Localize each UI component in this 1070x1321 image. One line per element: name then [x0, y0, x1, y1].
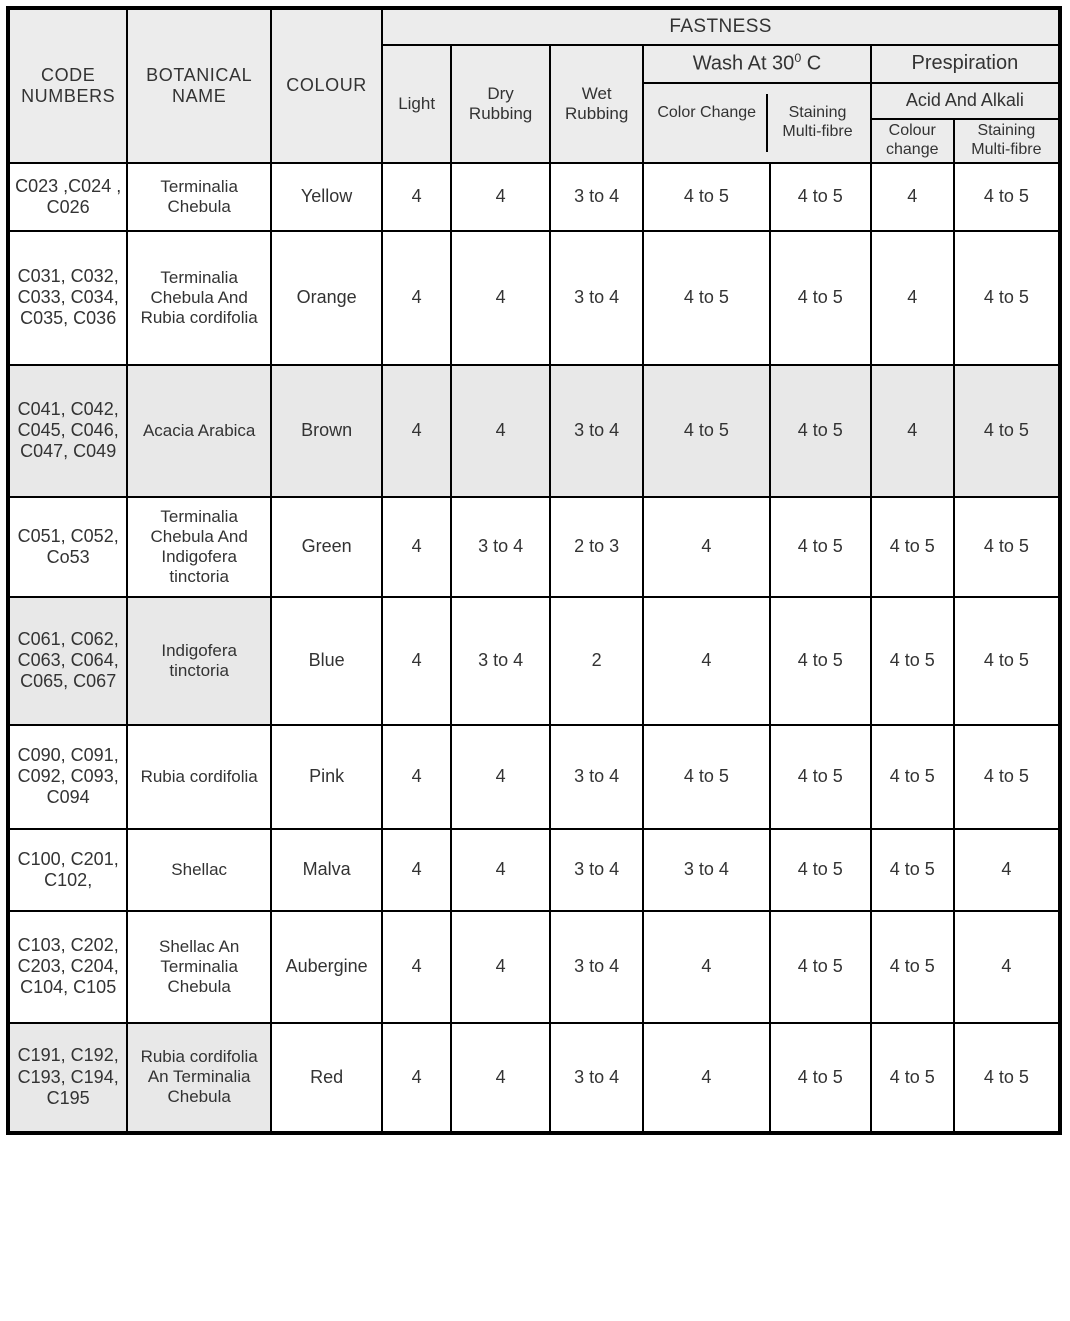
cell-wash-color-change: 4 to 5 — [643, 231, 769, 365]
cell-botanical-name: Shellac — [127, 829, 271, 911]
table-row — [8, 163, 1060, 231]
cell-pres-colour-change: 4 to 5 — [871, 1023, 954, 1133]
fastness-table — [6, 6, 1062, 1135]
column-header-pres-colour-change: Colour change — [871, 119, 954, 163]
cell-wash-staining-multifibre: 4 to 5 — [770, 365, 871, 497]
cell-wet-rubbing: 2 — [550, 597, 643, 725]
cell-light: 4 — [382, 1023, 451, 1133]
cell-pres-colour-change: 4 to 5 — [871, 497, 954, 597]
cell-pres-staining-multifibre: 4 to 5 — [954, 231, 1060, 365]
cell-pres-colour-change: 4 to 5 — [871, 829, 954, 911]
table-row — [8, 231, 1060, 365]
cell-pres-staining-multifibre: 4 — [954, 911, 1060, 1023]
cell-colour: Yellow — [271, 163, 382, 231]
cell-code-numbers: C191, C192, C193, C194, C195 — [8, 1023, 127, 1133]
table-row — [8, 597, 1060, 725]
cell-dry-rubbing: 4 — [451, 163, 550, 231]
cell-light: 4 — [382, 163, 451, 231]
cell-dry-rubbing: 4 — [451, 1023, 550, 1133]
cell-wash-staining-multifibre: 4 to 5 — [770, 597, 871, 725]
cell-code-numbers: C061, C062, C063, C064, C065, C067 — [8, 597, 127, 725]
cell-wash-color-change: 4 — [643, 597, 769, 725]
cell-pres-staining-multifibre: 4 to 5 — [954, 497, 1060, 597]
cell-wash-staining-multifibre: 4 to 5 — [770, 911, 871, 1023]
cell-pres-colour-change: 4 — [871, 231, 954, 365]
cell-dry-rubbing: 4 — [451, 231, 550, 365]
cell-colour: Blue — [271, 597, 382, 725]
cell-wet-rubbing: 3 to 4 — [550, 1023, 643, 1133]
column-header-wash-staining-multifibre: Staining Multi-fibre — [782, 104, 853, 140]
cell-wet-rubbing: 3 to 4 — [550, 911, 643, 1023]
table-row — [8, 497, 1060, 597]
cell-pres-staining-multifibre: 4 to 5 — [954, 725, 1060, 829]
cell-wash-staining-multifibre: 4 to 5 — [770, 231, 871, 365]
cell-light: 4 — [382, 497, 451, 597]
cell-dry-rubbing: 4 — [451, 911, 550, 1023]
cell-dry-rubbing: 4 — [451, 365, 550, 497]
cell-dry-rubbing: 4 — [451, 829, 550, 911]
cell-wash-color-change: 3 to 4 — [643, 829, 769, 911]
cell-pres-staining-multifibre: 4 to 5 — [954, 163, 1060, 231]
cell-colour: Pink — [271, 725, 382, 829]
cell-botanical-name: Rubia cordifolia — [127, 725, 271, 829]
column-header-light: Light — [382, 45, 451, 163]
column-header-dry-rubbing: Dry Rubbing — [451, 45, 550, 163]
cell-colour: Orange — [271, 231, 382, 365]
cell-pres-colour-change: 4 — [871, 365, 954, 497]
cell-colour: Malva — [271, 829, 382, 911]
table-body — [8, 163, 1060, 1133]
cell-light: 4 — [382, 231, 451, 365]
cell-light: 4 — [382, 365, 451, 497]
cell-wash-staining-multifibre: 4 to 5 — [770, 497, 871, 597]
table-row — [8, 911, 1060, 1023]
table-row — [8, 1023, 1060, 1133]
wash-label: Wash At 30 — [692, 53, 795, 76]
cell-light: 4 — [382, 829, 451, 911]
table-row — [8, 829, 1060, 911]
cell-pres-staining-multifibre: 4 to 5 — [954, 597, 1060, 725]
cell-wet-rubbing: 3 to 4 — [550, 365, 643, 497]
cell-light: 4 — [382, 725, 451, 829]
cell-wash-color-change: 4 to 5 — [643, 725, 769, 829]
cell-code-numbers: C023 ,C024 , C026 — [8, 163, 127, 231]
cell-dry-rubbing: 3 to 4 — [451, 497, 550, 597]
cell-pres-staining-multifibre: 4 to 5 — [954, 365, 1060, 497]
table-row — [8, 365, 1060, 497]
cell-wash-color-change: 4 — [643, 1023, 769, 1133]
cell-wash-color-change: 4 — [643, 497, 769, 597]
column-group-prespiration: Prespiration — [871, 45, 1060, 83]
cell-colour: Aubergine — [271, 911, 382, 1023]
cell-wash-staining-multifibre: 4 to 5 — [770, 725, 871, 829]
cell-code-numbers: C100, C201, C102, — [8, 829, 127, 911]
cell-colour: Green — [271, 497, 382, 597]
cell-colour: Red — [271, 1023, 382, 1133]
cell-wet-rubbing: 3 to 4 — [550, 725, 643, 829]
cell-botanical-name: Acacia Arabica — [127, 365, 271, 497]
cell-wash-color-change: 4 to 5 — [643, 163, 769, 231]
column-header-code-numbers: CODE NUMBERS — [8, 8, 127, 163]
cell-code-numbers: C090, C091, C092, C093, C094 — [8, 725, 127, 829]
cell-pres-colour-change: 4 to 5 — [871, 911, 954, 1023]
cell-botanical-name: Terminalia Chebula And Rubia cordifolia — [127, 231, 271, 365]
cell-wet-rubbing: 2 to 3 — [550, 497, 643, 597]
wash-subheaders-spacer — [643, 83, 871, 163]
cell-pres-colour-change: 4 to 5 — [871, 597, 954, 725]
column-group-wash-at-30c — [643, 45, 871, 83]
cell-dry-rubbing: 4 — [451, 725, 550, 829]
cell-light: 4 — [382, 911, 451, 1023]
cell-code-numbers: C051, C052, Co53 — [8, 497, 127, 597]
cell-botanical-name: Terminalia Chebula And Indigofera tinctoria — [127, 497, 271, 597]
column-header-pres-staining-multifibre: Staining Multi-fibre — [954, 119, 1060, 163]
cell-pres-staining-multifibre: 4 to 5 — [954, 1023, 1060, 1133]
cell-code-numbers: C103, C202, C203, C204, C104, C105 — [8, 911, 127, 1023]
cell-botanical-name: Indigofera tinctoria — [127, 597, 271, 725]
cell-wash-staining-multifibre: 4 to 5 — [770, 829, 871, 911]
column-header-wash-color-change: Color Change — [647, 94, 768, 152]
column-group-fastness: FASTNESS — [382, 8, 1060, 45]
wash-label-tail: C — [801, 53, 822, 76]
cell-botanical-name: Shellac An Terminalia Chebula — [127, 911, 271, 1023]
table-header — [8, 8, 1060, 163]
cell-pres-colour-change: 4 — [871, 163, 954, 231]
cell-pres-colour-change: 4 to 5 — [871, 725, 954, 829]
cell-wash-staining-multifibre: 4 to 5 — [770, 163, 871, 231]
cell-wash-color-change: 4 — [643, 911, 769, 1023]
cell-wet-rubbing: 3 to 4 — [550, 231, 643, 365]
cell-code-numbers: C031, C032, C033, C034, C035, C036 — [8, 231, 127, 365]
cell-wet-rubbing: 3 to 4 — [550, 163, 643, 231]
cell-wash-staining-multifibre: 4 to 5 — [770, 1023, 871, 1133]
cell-dry-rubbing: 3 to 4 — [451, 597, 550, 725]
column-header-botanical-name: BOTANICAL NAME — [127, 8, 271, 163]
wash-degree-sup: 0 — [794, 51, 802, 66]
cell-light: 4 — [382, 597, 451, 725]
column-group-acid-and-alkali: Acid And Alkali — [871, 83, 1060, 119]
cell-code-numbers: C041, C042, C045, C046, C047, C049 — [8, 365, 127, 497]
cell-wash-color-change: 4 to 5 — [643, 365, 769, 497]
cell-botanical-name: Rubia cordifolia An Terminalia Chebula — [127, 1023, 271, 1133]
table-row — [8, 725, 1060, 829]
cell-pres-staining-multifibre: 4 — [954, 829, 1060, 911]
column-header-colour: COLOUR — [271, 8, 382, 163]
cell-colour: Brown — [271, 365, 382, 497]
column-header-wet-rubbing: Wet Rubbing — [550, 45, 643, 163]
cell-wet-rubbing: 3 to 4 — [550, 829, 643, 911]
cell-botanical-name: Terminalia Chebula — [127, 163, 271, 231]
